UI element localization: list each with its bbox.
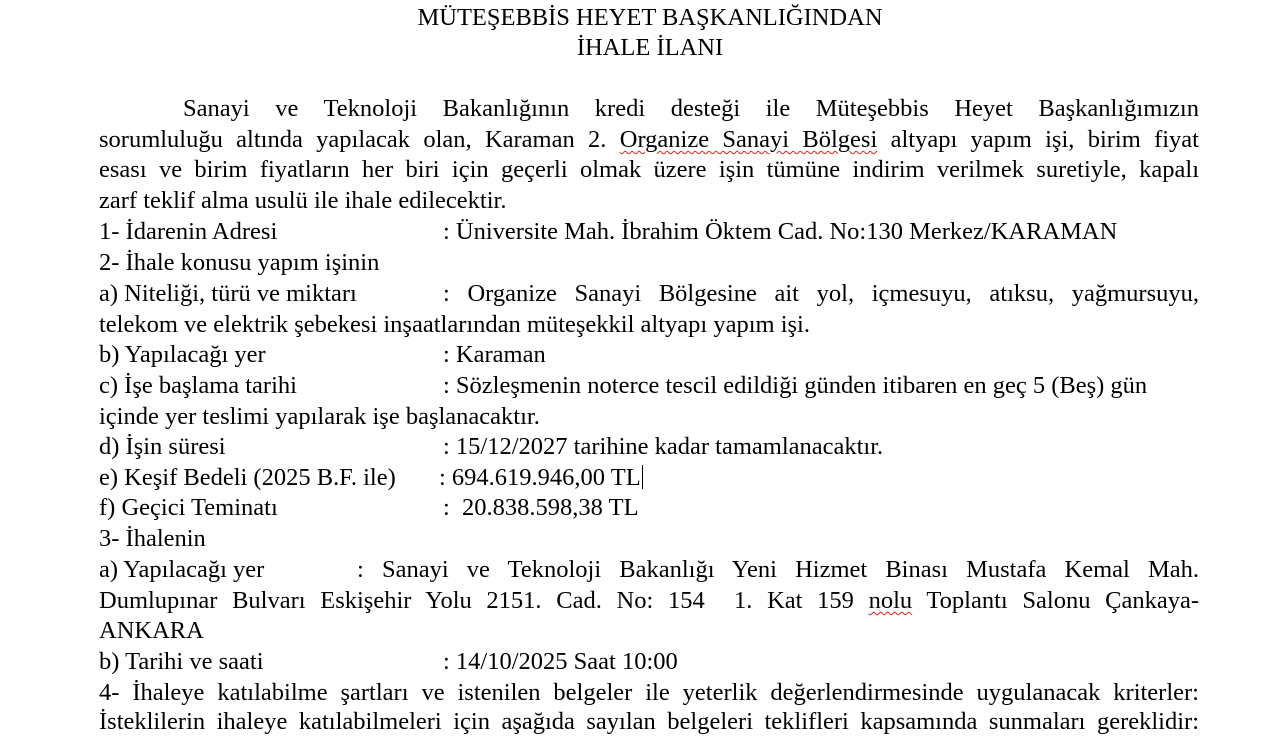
item-2b [99, 340, 1199, 370]
item-1 [99, 217, 1199, 247]
item-value: : Sanayi ve Teknoloji Bakanlığı Yeni Hizmet Binası Mustafa Kemal Mah. [357, 556, 1199, 583]
item-value: : Sözleşmenin noterce tescil edildiği günden itibaren en geç 5 (Beş) gün [443, 372, 1148, 399]
item-value: : 14/10/2025 Saat 10:00 [443, 648, 678, 675]
item-label: c) İşe başlama tarihi [99, 372, 297, 399]
spellcheck-underline: nolu [868, 587, 913, 614]
item-3a-continuation [99, 586, 1199, 616]
title-line-1: MÜTEŞEBBİS HEYET BAŞKANLIĞINDAN [417, 4, 883, 31]
section-2-heading: 2- İhale konusu yapım işinin [99, 249, 380, 276]
item-value: : 694.619.946,00 TL [439, 464, 641, 491]
section-4-continuation: İsteklilerin ihaleye katılabilmeleri için aşağıda sayılan belgeleri teklifleri kapsamında sunmaları gereklidir: [99, 708, 1199, 735]
text-cursor [642, 465, 643, 489]
item-2a [99, 279, 1199, 309]
item-2e [99, 463, 1199, 493]
item-3b [99, 647, 1199, 677]
item-2c-continuation: içinde yer teslimi yapılarak işe başlanacaktır. [99, 403, 540, 430]
item-2a-continuation: telekom ve elektrik şebekesi inşaatlarından müteşekkil altyapı yapım işi. [99, 311, 810, 338]
intro-text: sorumluluğu altında yapılacak olan, Karaman 2. [99, 126, 620, 153]
item-2c [99, 371, 1199, 401]
item-value: : 20.838.598,38 TL [443, 494, 639, 521]
intro-line-2 [99, 125, 1199, 155]
intro-line-4: zarf teklif alma usulü ile ihale edilecektir. [99, 187, 507, 214]
item-label: b) Tarihi ve saati [99, 648, 264, 675]
item-2d [99, 432, 1199, 462]
intro-line-3: esası ve birim fiyatların her biri için geçerli olmak üzere işin tümüne indirim verilmek suretiyle, kapalı [99, 156, 1199, 183]
intro-line-1: Sanayi ve Teknoloji Bakanlığının kredi desteği ile Müteşebbis Heyet Başkanlığımızın [183, 95, 1199, 122]
item-value: : Karaman [443, 341, 546, 368]
item-value: : 15/12/2027 tarihine kadar tamamlanacaktır. [443, 433, 884, 460]
item-text: Toplantı Salonu Çankaya- [912, 587, 1200, 614]
intro-text: altyapı yapım işi, birim fiyat [877, 126, 1199, 153]
item-label: d) İşin süresi [99, 433, 226, 460]
item-value: : Üniversite Mah. İbrahim Öktem Cad. No:130 Merkez/KARAMAN [443, 218, 1118, 245]
spellcheck-underline: Organize Sanayi Bölgesi [619, 126, 878, 153]
item-label: b) Yapılacağı yer [99, 341, 266, 368]
title-line-2: İHALE İLANI [576, 34, 724, 61]
item-label: a) Niteliği, türü ve miktarı [99, 280, 357, 307]
item-label: f) Geçici Teminatı [99, 494, 278, 521]
item-label: e) Keşif Bedeli (2025 B.F. ile) [99, 464, 396, 491]
section-3-heading: 3- İhalenin [99, 525, 206, 552]
section-4-heading: 4- İhaleye katılabilme şartları ve istenilen belgeler ile yeterlik değerlendirmesinde uygulanacak kriterler: [99, 679, 1199, 706]
item-value: : Organize Sanayi Bölgesine ait yol, içmesuyu, atıksu, yağmursuyu, [443, 280, 1199, 307]
item-2f [99, 493, 1199, 523]
item-3a-continuation-2: ANKARA [99, 617, 204, 644]
item-text: Dumlupınar Bulvarı Eskişehir Yolu 2151. Cad. No: 154 1. Kat 159 [99, 587, 869, 614]
item-3a [99, 555, 1199, 585]
item-label: a) Yapılacağı yer [99, 556, 265, 583]
item-label: 1- İdarenin Adresi [99, 218, 278, 245]
